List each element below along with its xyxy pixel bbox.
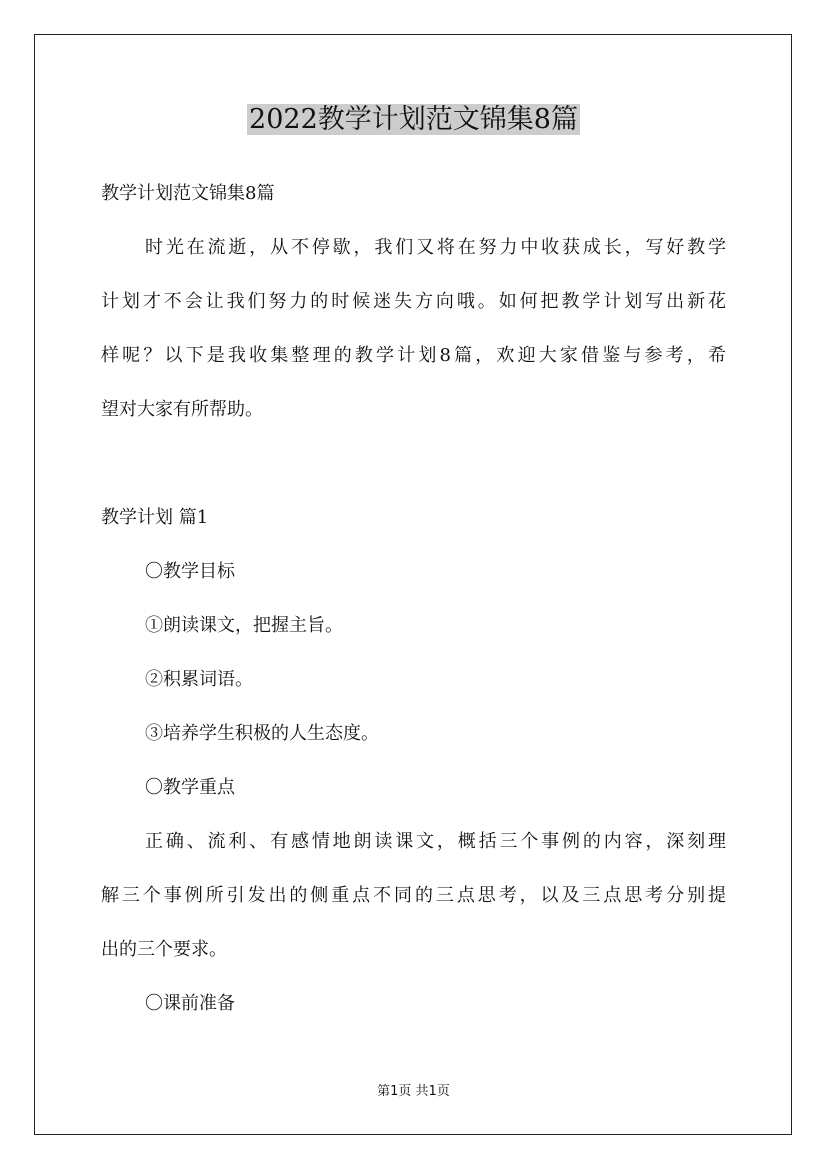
focus-line: 正确、流利、有感情地朗读课文，概括三个事例的内容，深刻理	[145, 831, 726, 852]
intro-line: 时光在流逝，从不停歇，我们又将在努力中收获成长，写好教学	[145, 237, 726, 258]
section-heading: 教学计划 篇1	[101, 507, 209, 528]
intro-line: 样呢？以下是我收集整理的教学计划8篇，欢迎大家借鉴与参考，希	[101, 345, 726, 366]
document-title: 2022教学计划范文锦集8篇	[249, 104, 578, 135]
goals-heading: 〇教学目标	[145, 561, 235, 582]
goal-item: ①朗读课文，把握主旨。	[145, 615, 343, 636]
focus-line: 解三个事例所引发出的侧重点不同的三点思考，以及三点思考分别提	[101, 885, 726, 906]
focus-heading: 〇教学重点	[145, 777, 235, 798]
prep-heading: 〇课前准备	[145, 993, 235, 1014]
intro-line: 望对大家有所帮助。	[101, 399, 263, 420]
focus-line: 出的三个要求。	[101, 939, 227, 960]
document-subtitle: 教学计划范文锦集8篇	[101, 183, 275, 204]
goal-item: ②积累词语。	[145, 669, 253, 690]
intro-line: 计划才不会让我们努力的时候迷失方向哦。如何把教学计划写出新花	[101, 291, 726, 312]
page-footer: 第1页 共1页	[377, 1084, 450, 1099]
goal-item: ③培养学生积极的人生态度。	[145, 723, 379, 744]
